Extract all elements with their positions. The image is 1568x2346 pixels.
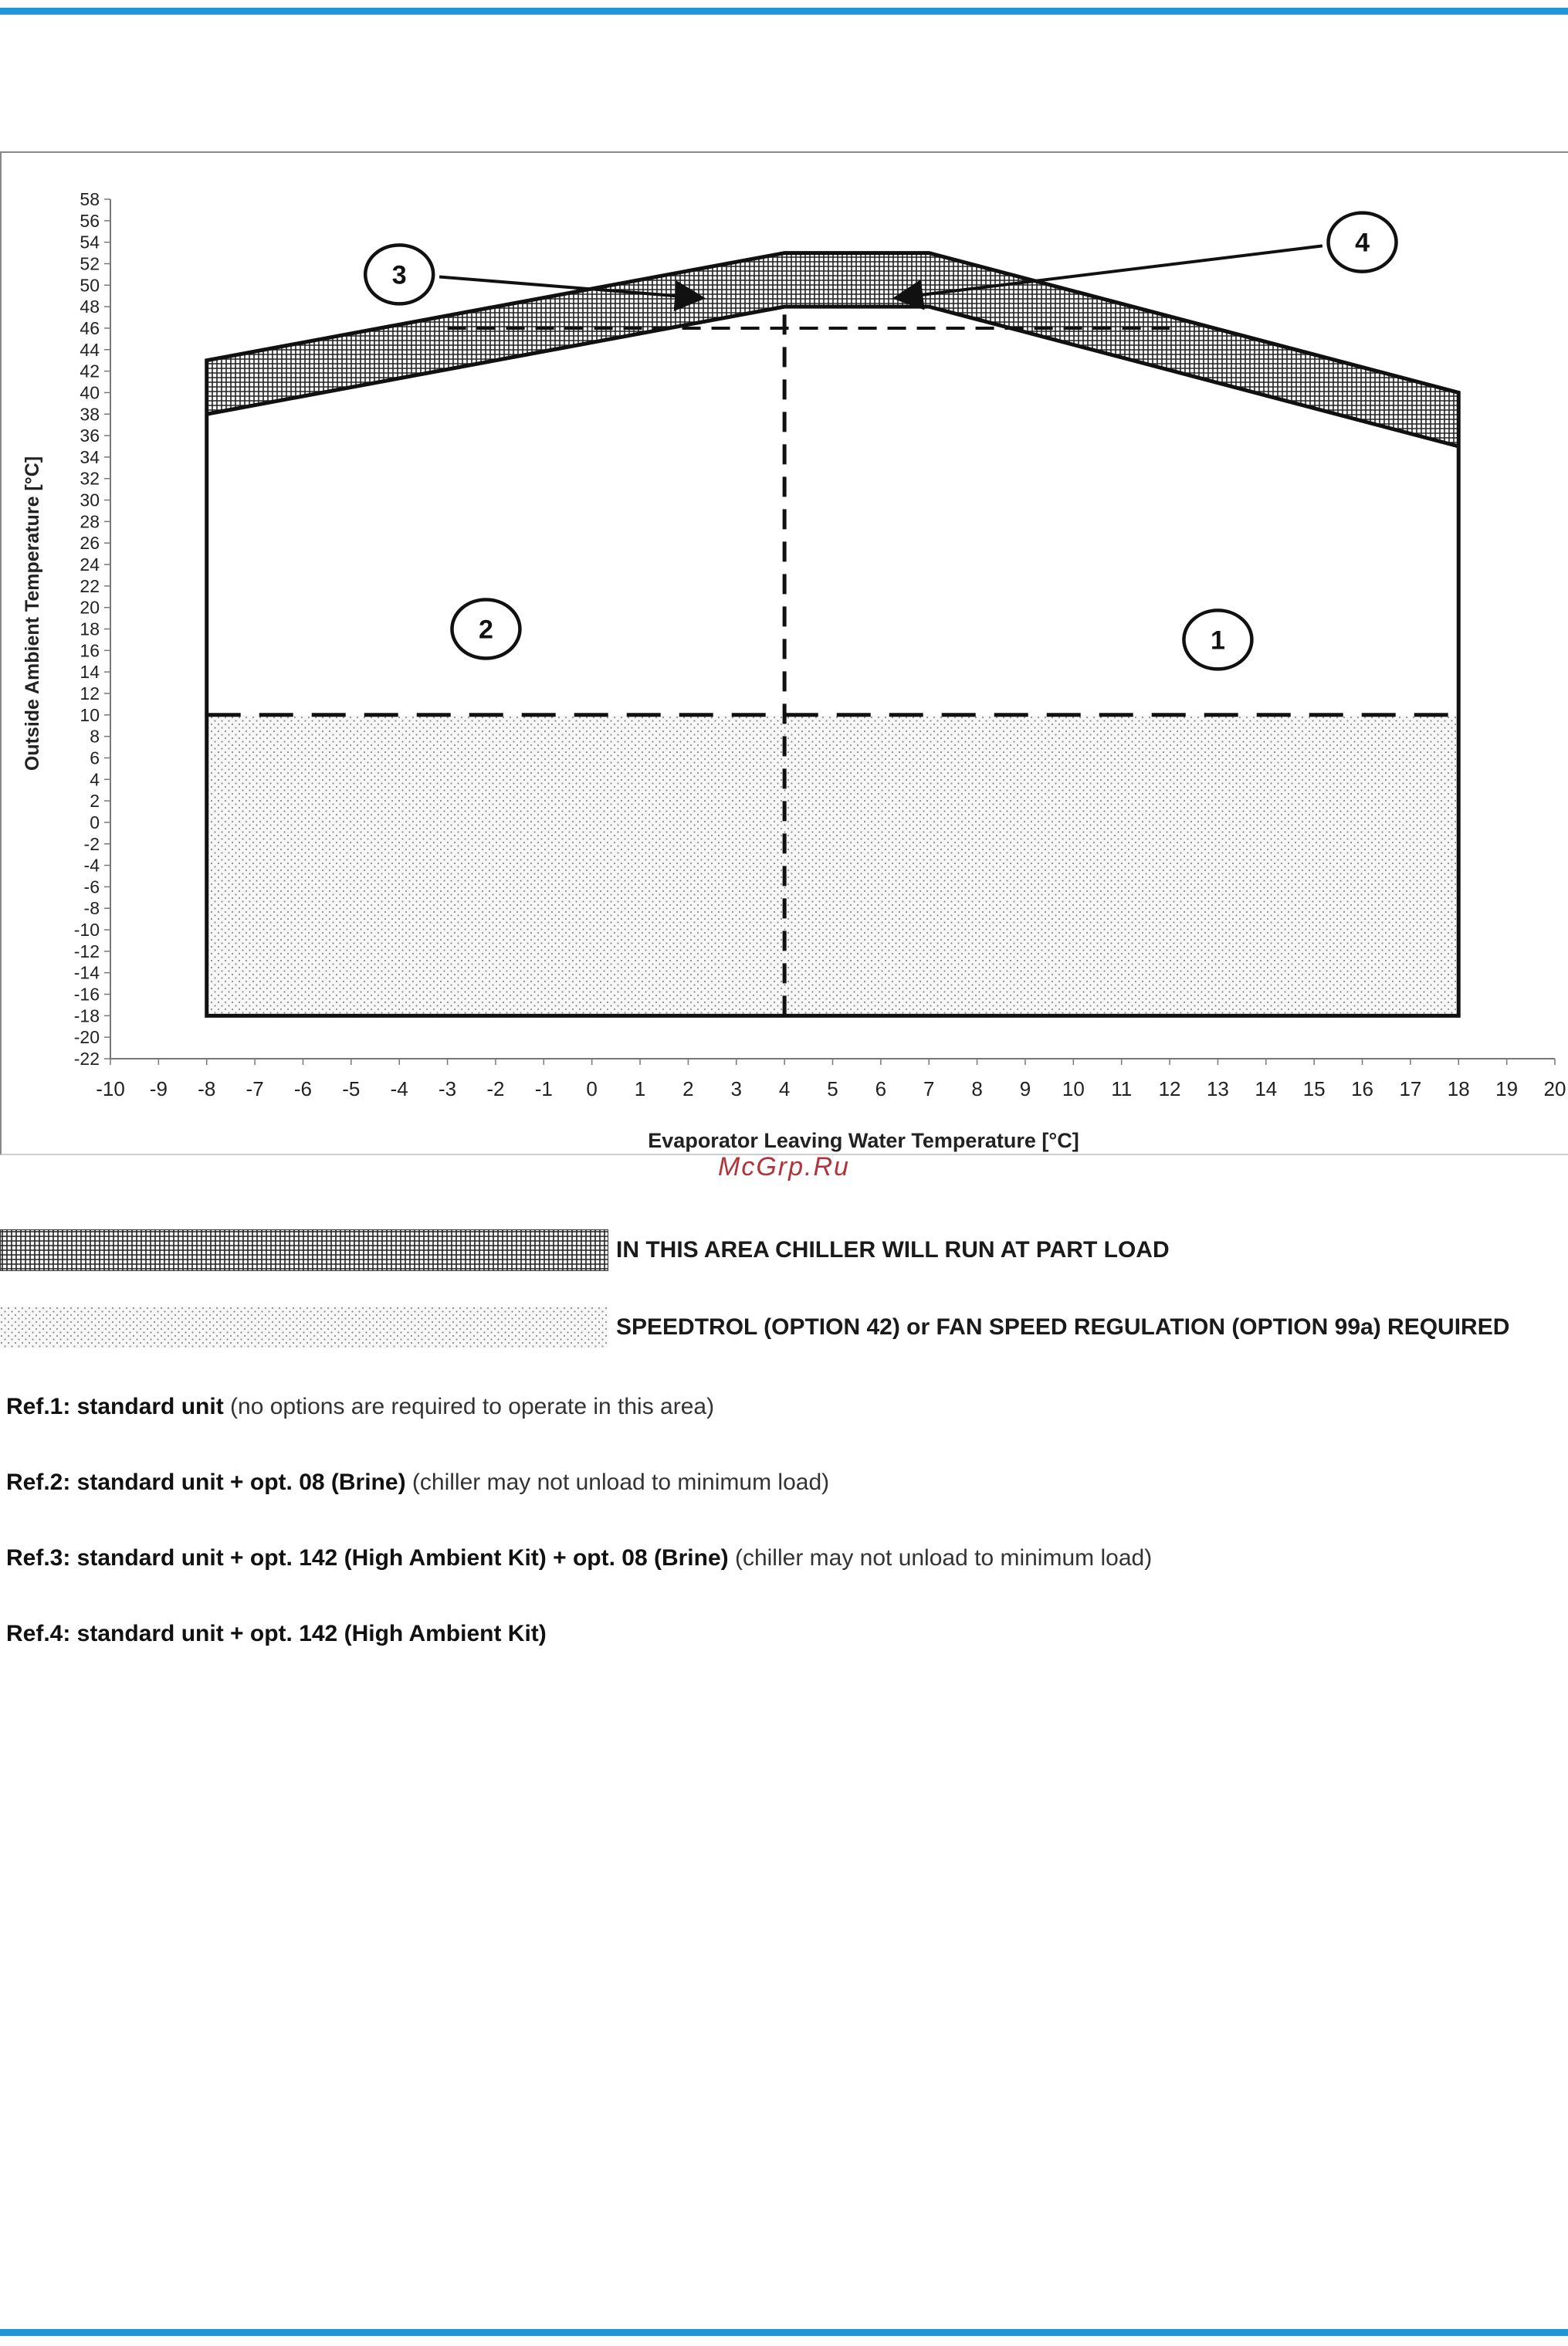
- x-tick-label: 2: [682, 1077, 694, 1100]
- y-tick-label: 24: [80, 554, 100, 575]
- y-tick-label: 44: [80, 339, 100, 360]
- y-tick-label: 58: [80, 189, 100, 209]
- x-tick-label: 18: [1447, 1077, 1470, 1100]
- ref-1: Ref.1: standard unit (no options are required to operate in this area): [6, 1394, 715, 1419]
- x-tick-label: -1: [534, 1077, 553, 1100]
- y-tick-label: 40: [80, 382, 100, 403]
- x-tick-label: -10: [96, 1077, 125, 1100]
- x-tick-label: 3: [730, 1077, 743, 1100]
- y-tick-label: -8: [83, 898, 100, 919]
- chart-svg: [2, 153, 1568, 1157]
- x-tick-label: 4: [778, 1077, 791, 1100]
- watermark: McGrp.Ru: [718, 1152, 850, 1181]
- y-tick-label: -18: [73, 1005, 100, 1026]
- x-tick-label: 6: [875, 1077, 887, 1100]
- y-tick-label: -14: [73, 962, 100, 983]
- x-tick-label: 20: [1543, 1077, 1566, 1100]
- x-tick-label: 16: [1351, 1077, 1373, 1100]
- x-tick-label: 9: [1019, 1077, 1031, 1100]
- y-tick-label: 50: [80, 275, 100, 296]
- x-tick-label: -6: [293, 1077, 313, 1100]
- dots-swatch: [0, 1307, 608, 1348]
- y-tick-label: 10: [80, 704, 100, 725]
- plot-area: [22, 189, 1566, 1152]
- ref-4: Ref.4: standard unit + opt. 142 (High Ambient Kit): [6, 1621, 547, 1646]
- x-tick-label: 15: [1302, 1077, 1326, 1100]
- y-tick-label: -6: [83, 876, 100, 897]
- y-tick-label: 56: [80, 210, 100, 231]
- y-tick-label: 42: [80, 361, 100, 381]
- y-tick-label: -16: [73, 984, 100, 1005]
- x-tick-label: 8: [971, 1077, 983, 1100]
- y-tick-label: 48: [80, 297, 100, 317]
- x-tick-label: 17: [1399, 1077, 1422, 1100]
- y-tick-label: -4: [83, 855, 100, 876]
- y-tick-label: 54: [80, 232, 100, 253]
- ref-2: Ref.2: standard unit + opt. 08 (Brine) (chiller may not unload to minimum load): [6, 1470, 830, 1495]
- y-tick-label: 20: [80, 597, 100, 618]
- y-tick-label: 4: [90, 769, 100, 790]
- x-tick-label: 1: [634, 1077, 646, 1100]
- legend-part-load-text: IN THIS AREA CHILLER WILL RUN AT PART LOAD: [616, 1237, 1170, 1263]
- y-tick-label: 30: [80, 490, 100, 510]
- annotation-label-1: 1: [1210, 625, 1225, 656]
- x-tick-label: -8: [198, 1077, 216, 1100]
- x-tick-label: -2: [486, 1077, 505, 1100]
- annotation-label-3: 3: [391, 260, 407, 290]
- x-tick-label: 13: [1206, 1077, 1229, 1100]
- y-tick-label: 26: [80, 533, 100, 554]
- y-tick-label: -20: [73, 1027, 100, 1048]
- y-tick-label: 52: [80, 253, 100, 274]
- top-accent-rule: [0, 8, 1568, 15]
- x-tick-label: 14: [1255, 1077, 1278, 1100]
- y-tick-label: 46: [80, 317, 100, 338]
- y-tick-label: 18: [80, 619, 100, 639]
- fan-speed-area: [207, 715, 1459, 1016]
- ref-3: Ref.3: standard unit + opt. 142 (High Ambient Kit) + opt. 08 (Brine) (chiller may not unload to minimum load): [6, 1545, 1153, 1571]
- y-axis-title: Outside Ambient Temperature [°C]: [22, 456, 43, 771]
- y-tick-label: 16: [80, 640, 100, 661]
- legend-part-load: [0, 1229, 1568, 1271]
- y-tick-label: -10: [73, 920, 100, 941]
- y-tick-label: 22: [80, 575, 100, 596]
- x-tick-label: -4: [390, 1077, 408, 1100]
- y-tick-label: 0: [90, 812, 100, 832]
- y-tick-label: -22: [73, 1049, 100, 1069]
- y-tick-label: 6: [90, 748, 100, 768]
- bottom-accent-rule: [0, 2329, 1568, 2336]
- y-tick-label: -12: [73, 941, 100, 961]
- y-tick-label: 14: [80, 662, 100, 683]
- x-tick-label: 0: [586, 1077, 598, 1100]
- x-tick-label: 7: [923, 1077, 935, 1100]
- x-tick-label: -5: [342, 1077, 361, 1100]
- x-tick-label: 11: [1111, 1077, 1133, 1100]
- crosshatch-swatch: [0, 1229, 608, 1271]
- x-tick-label: 12: [1158, 1077, 1181, 1100]
- x-axis-title: Evaporator Leaving Water Temperature [°C]: [648, 1129, 1079, 1152]
- y-tick-label: 34: [80, 446, 100, 467]
- legend-fan-speed-text: SPEEDTROL (OPTION 42) or FAN SPEED REGULATION (OPTION 99a) REQUIRED: [616, 1314, 1510, 1340]
- annotation-label-2: 2: [478, 615, 493, 645]
- legend-fan-speed: [0, 1307, 1568, 1348]
- x-tick-label: 5: [827, 1077, 838, 1100]
- x-tick-label: -7: [246, 1077, 264, 1100]
- operating-envelope-chart: [0, 151, 1568, 1155]
- x-tick-label: -9: [149, 1077, 168, 1100]
- y-tick-label: 36: [80, 425, 100, 446]
- y-tick-label: 38: [80, 404, 100, 425]
- annotation-label-4: 4: [1355, 228, 1370, 258]
- y-tick-label: 28: [80, 511, 100, 532]
- x-tick-label: -3: [439, 1077, 457, 1100]
- x-tick-label: 19: [1495, 1077, 1519, 1100]
- y-tick-label: -2: [83, 833, 100, 854]
- y-tick-label: 12: [80, 683, 100, 703]
- y-tick-label: 8: [90, 726, 100, 747]
- y-tick-label: 2: [90, 791, 100, 812]
- y-tick-label: 32: [80, 468, 100, 489]
- x-tick-label: 10: [1062, 1077, 1085, 1100]
